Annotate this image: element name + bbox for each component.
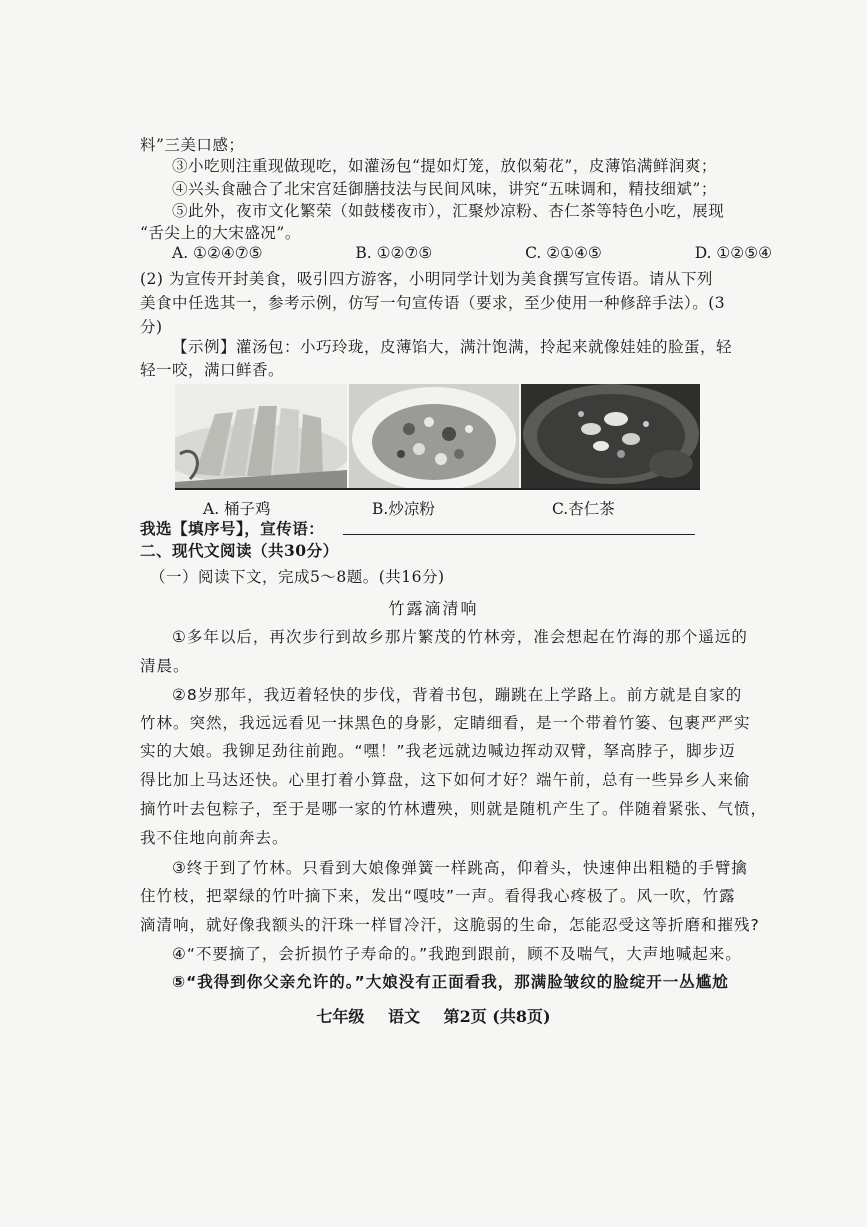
answer-blank[interactable] [343,534,695,535]
answer-prompt: 我选【填序号】，宣传语： [140,519,325,538]
article-line: 竹林。突然，我远远看见一抹黑色的身影，定睛细看，是一个带着竹篓、包裹严严实 [140,714,751,732]
fried-jelly-photo [349,384,519,488]
question-2-line: (2) 为宣传开封美食，吸引四方游客，小明同学计划为美食撰写宣传语。请从下列 [140,270,713,288]
article-line: 摘竹叶去包粽子，至于是哪一家的竹林遭殃，则就是随机产生了。伴随着紧张、气愤， [140,800,768,818]
photo-baseline [175,488,700,490]
subsection-heading: （一）阅读下文，完成5～8题。(共16分) [150,568,445,586]
option-d: D. ①②⑤④ [694,244,772,262]
answer-options [172,244,772,262]
article-line: 清晨。 [140,657,190,675]
caption-a: A. 桶子鸡 [203,500,271,518]
article-title: 竹露滴清响 [388,599,479,618]
text-line: “舌尖上的大宋盛况”。 [140,224,301,242]
article-line: ⑤“我得到你父亲允许的。”大娘没有正面看我，那满脸皱纹的脸绽开一丛尴尬 [172,973,729,991]
article-line: ③终于到了竹林。只看到大娘像弹簧一样跳高，仰着头，快速伸出粗糙的手臂擒 [172,859,748,877]
text-line: ④兴头食融合了北宋宫廷御膳技法与民间风味，讲究“五味调和，精技细斌”； [172,180,717,198]
bucket-chicken-photo [175,384,347,488]
example-line: 【示例】灌汤包：小巧玲珑，皮薄馅大，满汁饱满，拎起来就像娃娃的脸蛋，轻 [172,338,733,356]
caption-b: B.炒凉粉 [372,500,435,518]
footer-page: 第2页 (共8页) [443,1007,551,1026]
example-line: 轻一咬，满口鲜香。 [140,361,285,379]
food-photos [175,384,700,488]
text-line: 料”三美口感； [140,136,245,154]
question-2-line: 美食中任选其一，参考示例，仿写一句宣传语（要求，至少使用一种修辞手法）。(3 [140,294,726,312]
footer-grade: 七年级 [316,1007,365,1026]
footer-subject: 语文 [388,1007,421,1026]
article-line: 得比加上马达还快。心里打着小算盘，这下如何才好？端午前，总有一些异乡人来偷 [140,771,751,789]
option-c: C. ②①④⑤ [525,244,602,262]
text-line: ③小吃则注重现做现吃，如灌汤包“提如灯笼，放似菊花”，皮薄馅满鲜润爽； [172,157,717,175]
article-line: ①多年以后，再次步行到故乡那片繁茂的竹林旁，准会想起在竹海的那个遥远的 [172,628,748,646]
article-line: 我不住地向前奔去。 [140,829,289,847]
page-footer [0,1004,867,1027]
almond-tea-photo [521,384,700,488]
option-a: A. ①②④⑦⑤ [172,244,263,262]
article-line: 住竹枝，把翠绿的竹叶摘下来，发出“嘎吱”一声。看得我心疼极了。风一吹，竹露 [140,887,736,905]
question-2-line: 分) [140,318,163,336]
article-line: ④“不要摘了，会折损竹子寿命的。”我跑到跟前，顾不及喘气，大声地喊起来。 [172,945,742,963]
option-b: B. ①②⑦⑤ [355,244,433,262]
article-line: 实的大娘。我铆足劲往前跑。“嘿！”我老远就边喊边挥动双臂，拏高脖子，脚步迈 [140,742,736,760]
text-line: ⑤此外，夜市文化繁荣（如鼓楼夜市），汇聚炒凉粉、杏仁茶等特色小吃，展现 [172,202,725,220]
caption-c: C.杏仁茶 [552,500,615,518]
section-heading: 二、现代文阅读（共30分） [140,541,339,560]
article-line: 滴清响，就好像我额头的汗珠一样冒冷汗，这脆弱的生命，怎能忍受这等折磨和摧残? [140,916,760,934]
article-line: ②8岁那年，我迈着轻快的步伐，背着书包，蹦跳在上学路上。前方就是自家的 [172,686,743,704]
